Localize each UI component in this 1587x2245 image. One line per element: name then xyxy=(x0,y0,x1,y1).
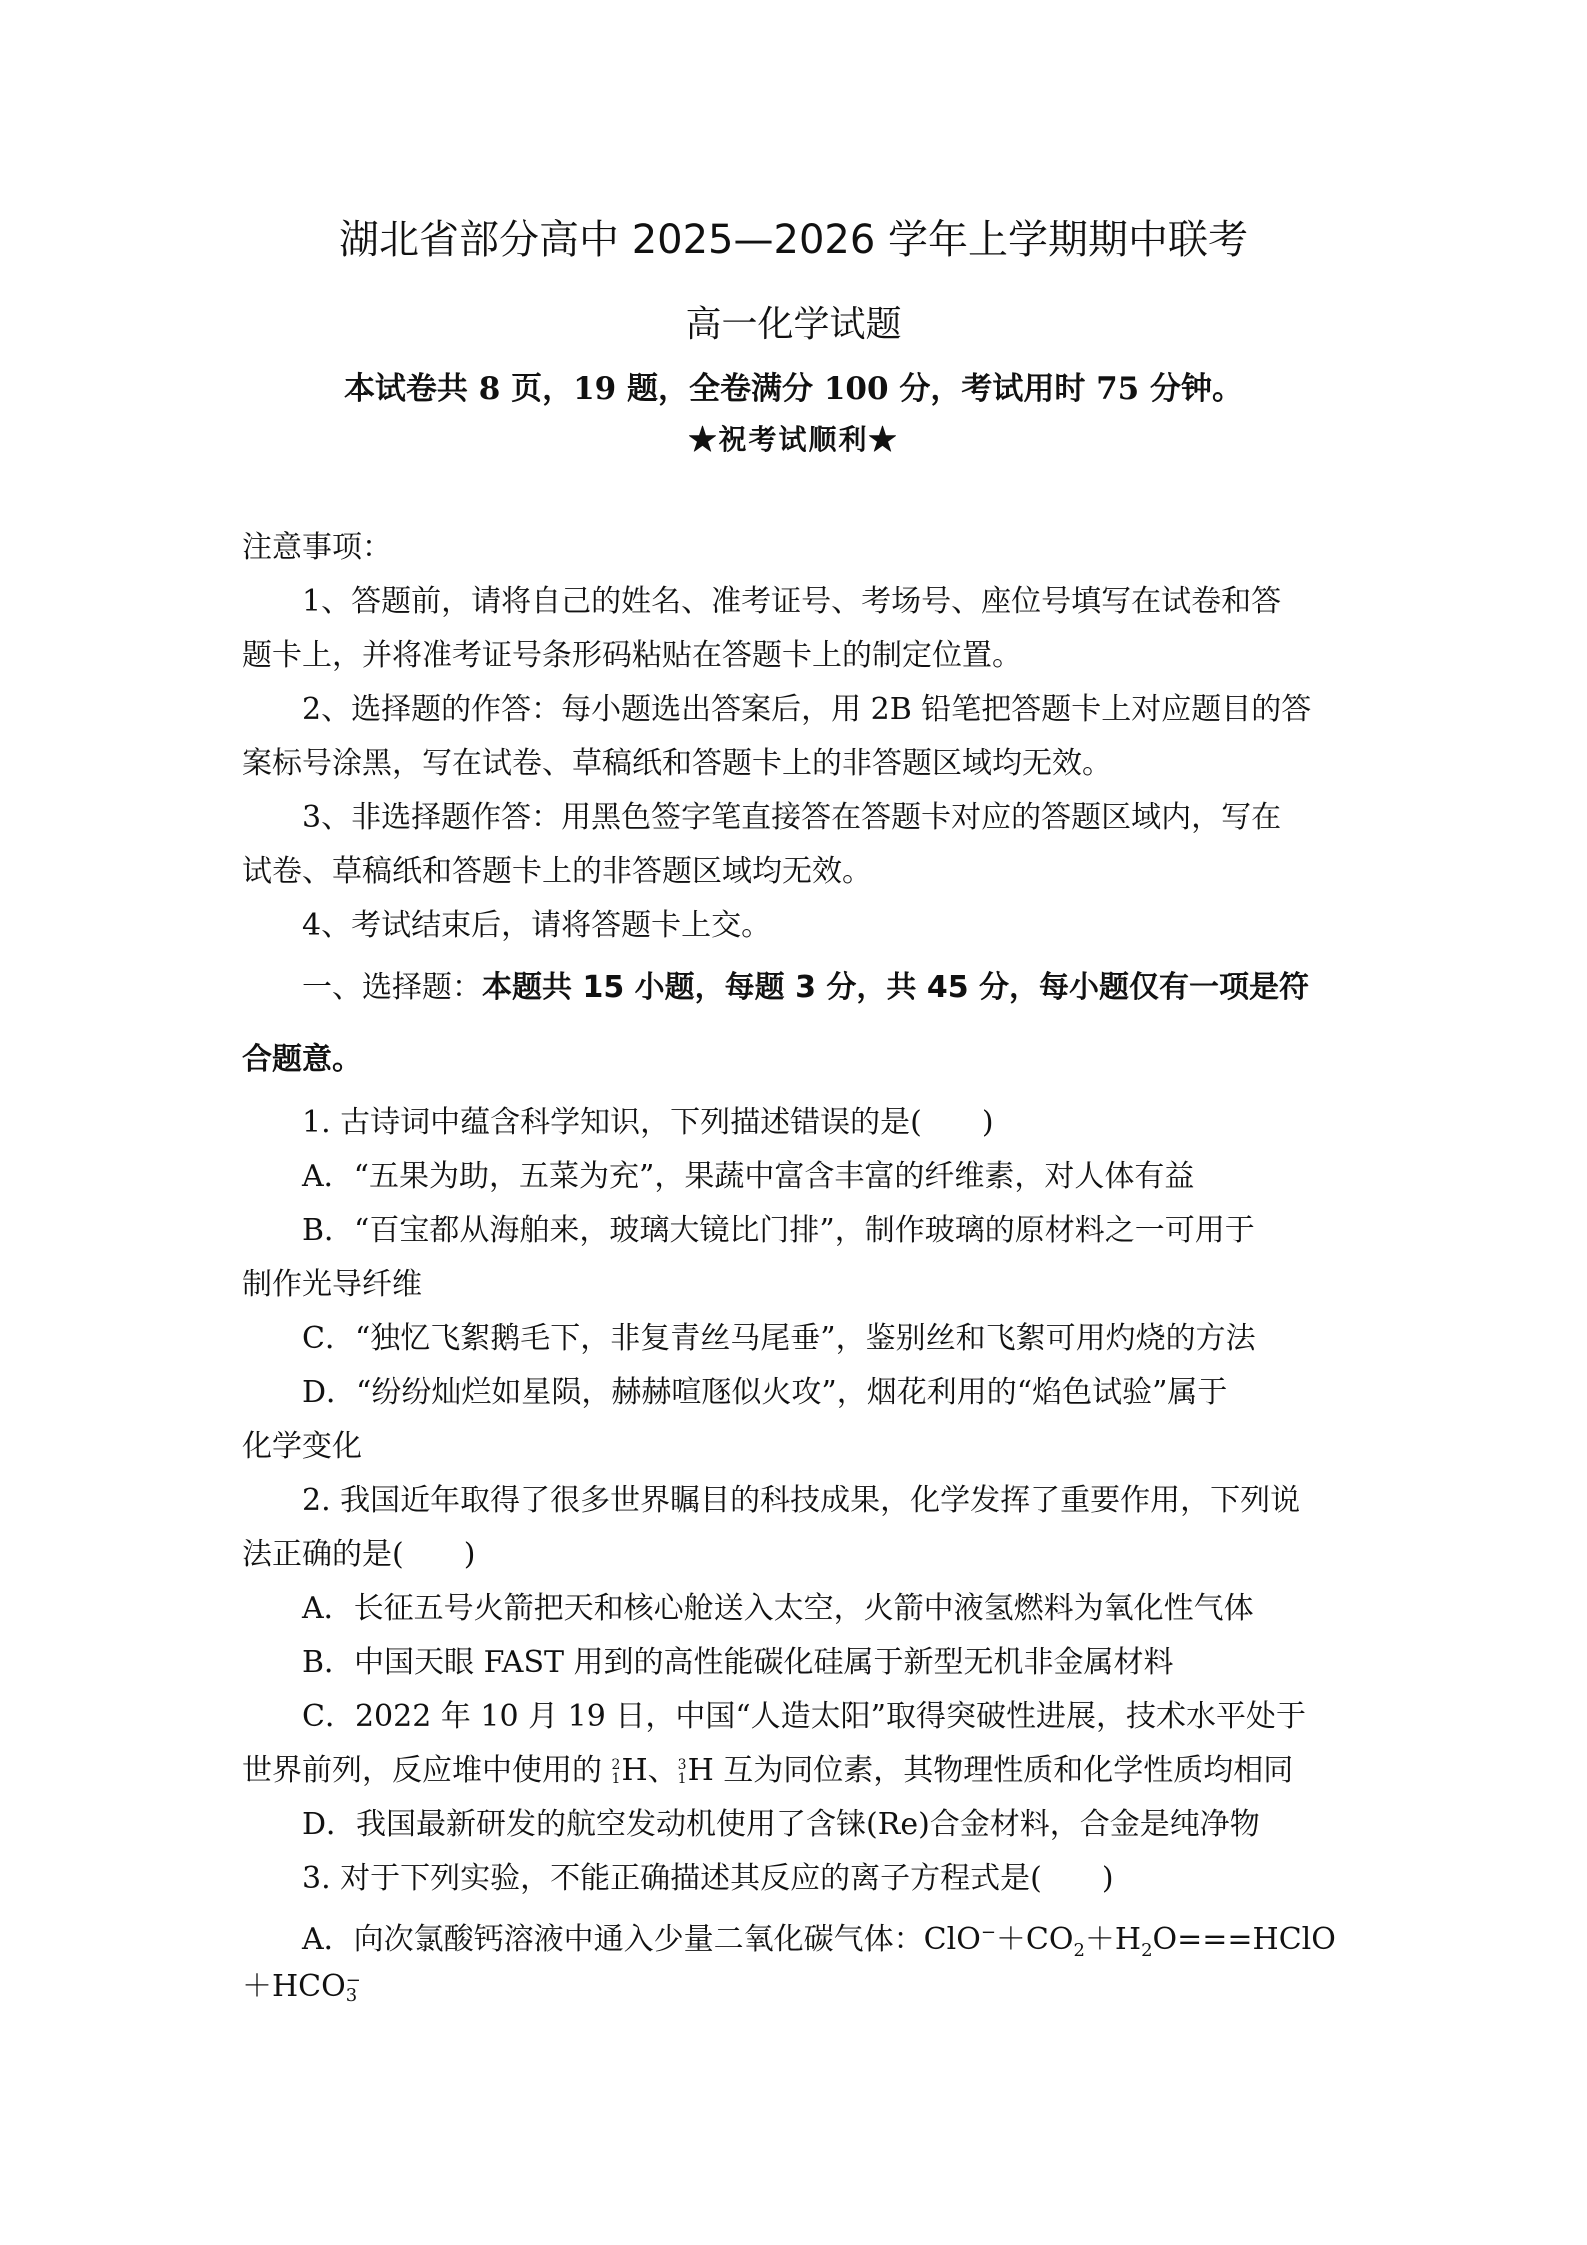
section-1-prefix: 一、选择题： xyxy=(302,970,482,1005)
q3-a-ion-charge xyxy=(345,1970,361,2006)
notice-heading: 注意事项： xyxy=(242,530,392,565)
q3-a-sup-1: − xyxy=(980,1922,996,1943)
exam-info: 本试卷共 8 页，19 题，全卷满分 100 分，考试用时 75 分钟。 xyxy=(343,371,1244,407)
isotope-h2-z: 1 xyxy=(611,1771,621,1787)
q2-stem-line-2: 法正确的是( ) xyxy=(242,1537,476,1572)
notice-item-3-line-2: 试卷、草稿纸和答题卡上的非答题区域均无效。 xyxy=(242,854,872,889)
q2-option-b: B．中国天眼 FAST 用到的高性能碳化硅属于新型无机非金属材料 xyxy=(302,1645,1174,1680)
q2-option-c-line-1: C．2022 年 10 月 19 日，中国“人造太阳”取得突破性进展，技术水平处于 xyxy=(302,1699,1307,1734)
notice-item-3-line-1: 3、非选择题作答：用黑色签字笔直接答在答题卡对应的答题区域内，写在 xyxy=(302,800,1282,835)
q3-a-sub-3: 3 xyxy=(345,1985,358,2006)
q3-a-sub-1: 2 xyxy=(1073,1940,1085,1961)
notice-item-2-line-1: 2、选择题的作答：每小题选出答案后，用 2B 铅笔把答题卡上对应题目的答 xyxy=(302,692,1312,727)
q2-stem-line-1: 2. 我国近年取得了很多世界瞩目的科技成果，化学发挥了重要作用，下列说 xyxy=(302,1483,1301,1518)
q3-option-a-line-1 xyxy=(302,1913,1336,1971)
section-1-text: 本题共 15 小题，每题 3 分，共 45 分，每小题仅有一项是符 xyxy=(482,970,1310,1005)
exam-subtitle: 高一化学试题 xyxy=(685,304,902,345)
section-1-heading xyxy=(302,968,1309,1008)
notice-item-1-line-1: 1、答题前，请将自己的姓名、准考证号、考场号、座位号填写在试卷和答 xyxy=(302,584,1282,619)
q3-a-text-4: O===HClO xyxy=(1152,1922,1336,1957)
notice-item-1-line-2: 题卡上，并将准考证号条形码粘贴在答题卡上的制定位置。 xyxy=(242,638,1022,673)
exam-wish: ★祝考试顺利★ xyxy=(688,423,899,456)
q2-option-d: D．我国最新研发的航空发动机使用了含铼(Re)合金材料，合金是纯净物 xyxy=(302,1807,1260,1842)
isotope-h2-mass: 2 xyxy=(611,1757,621,1773)
q3-stem: 3. 对于下列实验，不能正确描述其反应的离子方程式是( ) xyxy=(302,1861,1114,1896)
q2-option-a: A．长征五号火箭把天和核心舱送入太空，火箭中液氢燃料为氧化性气体 xyxy=(302,1591,1254,1626)
exam-title: 湖北省部分高中 2025—2026 学年上学期期中联考 xyxy=(338,217,1249,263)
isotope-h3-z: 1 xyxy=(677,1771,687,1787)
q2-option-c-line-2 xyxy=(242,1751,1293,1791)
q3-option-a-line-2 xyxy=(242,1967,361,2007)
q2-option-c-text-b: H、 xyxy=(621,1753,678,1788)
q3-a-sup-2: − xyxy=(345,1970,361,1991)
q2-option-c-text-a: 世界前列，反应堆中使用的 xyxy=(242,1753,612,1788)
q1-option-d-line-1: D．“纷纷灿烂如星陨，赫赫喧豗似火攻”，烟花利用的“焰色试验”属于 xyxy=(302,1375,1228,1410)
q1-option-a: A．“五果为助，五菜为充”，果蔬中富含丰富的纤维素，对人体有益 xyxy=(302,1159,1195,1194)
q1-stem: 1. 古诗词中蕴含科学知识，下列描述错误的是( ) xyxy=(302,1105,994,1140)
q3-a-text-5: ＋HCO xyxy=(242,1969,346,2004)
q3-a-text-2: ＋CO xyxy=(995,1922,1074,1957)
section-1-heading-cont: 合题意。 xyxy=(242,1042,362,1077)
isotope-h3-mass: 3 xyxy=(677,1757,687,1773)
isotope-h3 xyxy=(678,1751,688,1791)
q3-a-text-3: ＋H xyxy=(1084,1922,1142,1957)
q3-a-sub-2: 2 xyxy=(1141,1940,1153,1961)
notice-item-4: 4、考试结束后，请将答题卡上交。 xyxy=(302,908,772,943)
isotope-h2 xyxy=(612,1751,622,1791)
notice-item-2-line-2: 案标号涂黑，写在试卷、草稿纸和答题卡上的非答题区域均无效。 xyxy=(242,746,1112,781)
q1-option-d-line-2: 化学变化 xyxy=(242,1429,362,1464)
q3-a-text-1: A．向次氯酸钙溶液中通入少量二氧化碳气体：ClO xyxy=(302,1922,981,1957)
q1-option-b-line-2: 制作光导纤维 xyxy=(242,1267,422,1302)
q2-option-c-text-c: H 互为同位素，其物理性质和化学性质均相同 xyxy=(687,1753,1294,1788)
q1-option-c: C．“独忆飞絮鹅毛下，非复青丝马尾垂”，鉴别丝和飞絮可用灼烧的方法 xyxy=(302,1321,1256,1356)
q1-option-b-line-1: B．“百宝都从海舶来，玻璃大镜比门排”，制作玻璃的原材料之一可用于 xyxy=(302,1213,1255,1248)
